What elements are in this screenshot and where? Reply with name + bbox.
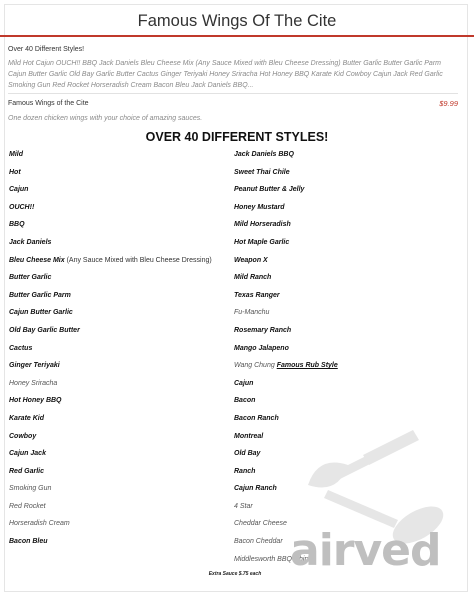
wing-style-name: OUCH!! [9, 203, 35, 211]
wing-style-item [234, 272, 338, 290]
wing-style-name: Mild [9, 151, 23, 158]
wing-style-name: Mild Ranch [234, 274, 272, 282]
extra-sauce-note: Extra Sauce $.75 each [208, 571, 262, 577]
wing-style-item [9, 413, 212, 431]
wing-style-item [234, 237, 338, 255]
wing-style-name: Hot Maple Garlic [234, 238, 290, 246]
wing-style-name: Cajun Ranch [234, 485, 277, 493]
wing-style-name: Peanut Butter & Jelly [234, 186, 305, 194]
menu-item-description: One dozen chicken wings with your choice of amazing sauces. [8, 115, 203, 122]
wing-style-item [234, 360, 338, 378]
wing-style-name: Ginger Teriyaki [9, 362, 60, 370]
wing-style-item [234, 167, 338, 185]
wing-style-name: Middlesworth BBQ Chip [234, 555, 309, 563]
wing-style-name: Bacon Ranch [234, 414, 279, 422]
wing-style-item [234, 202, 338, 220]
wing-style-item [9, 466, 212, 484]
wing-style-name: Jack Daniels BBQ [234, 151, 294, 158]
wing-style-item [9, 290, 212, 308]
wing-style-name: Bacon Bleu [9, 538, 48, 546]
wing-style-name: Mild Horseradish [234, 221, 291, 229]
wing-style-item [234, 219, 338, 237]
wing-style-name: Red Garlic [9, 467, 45, 475]
wing-style-name: BBQ [9, 221, 25, 229]
wing-style-name: Weapon X [234, 256, 268, 264]
wing-style-item [234, 395, 338, 413]
wing-style-item [9, 184, 212, 202]
wing-style-name: Hot [9, 168, 21, 176]
wing-style-name: Cajun Butter Garlic [9, 309, 73, 317]
wing-style-name: Cheddar Cheese [234, 520, 287, 528]
wing-style-item [9, 255, 212, 273]
wing-style-name: Ranch [234, 467, 256, 475]
wing-style-name: Sweet Thai Chile [234, 168, 290, 176]
wing-style-item [234, 290, 338, 308]
wing-style-name: Smoking Gun [9, 485, 52, 493]
wing-style-item [9, 202, 212, 220]
section-divider [8, 93, 458, 94]
wing-style-item [9, 167, 212, 185]
wing-style-item [9, 483, 212, 501]
wing-style-item [9, 395, 212, 413]
wing-style-name: Cajun Jack [9, 450, 46, 458]
wing-style-item [234, 184, 338, 202]
menu-item-price: $9.99 [439, 99, 458, 108]
wing-style-name: Honey Mustard [234, 203, 285, 211]
wing-style-name: Jack Daniels [9, 238, 52, 246]
wing-style-name: Bacon [234, 397, 256, 405]
wing-style-item [234, 325, 338, 343]
wing-style-item [9, 536, 212, 554]
left-styles-list [9, 149, 212, 554]
wing-style-name: Wang Chung [234, 362, 277, 370]
wing-style-item [9, 448, 212, 466]
wing-style-item [234, 378, 338, 396]
wing-style-name: Hot Honey BBQ [9, 397, 62, 405]
wing-style-item [9, 325, 212, 343]
wing-style-name: 4 Star [234, 502, 253, 510]
wing-style-item [9, 360, 212, 378]
wing-style-name: Texas Ranger [234, 291, 280, 299]
menu-item-name[interactable]: Famous Wings of the Cite [8, 100, 89, 107]
wing-style-name: Honey Sriracha [9, 379, 58, 387]
wing-style-name: Butter Garlic Parm [9, 291, 71, 299]
wing-style-name: Cowboy [9, 432, 37, 440]
wing-style-item [9, 272, 212, 290]
wing-style-name: Bacon Cheddar [234, 538, 283, 546]
watermark-logo: airved [290, 525, 441, 576]
title-divider [0, 35, 474, 37]
wing-style-name: Old Bay [234, 450, 261, 458]
wing-style-item [9, 149, 212, 167]
wing-style-item [9, 307, 212, 325]
wing-style-name: Cajun [234, 379, 254, 387]
wing-style-name: Red Rocket [9, 502, 46, 510]
wing-style-name: Old Bay Garlic Butter [9, 326, 80, 334]
wing-style-link[interactable]: Famous Rub Style [276, 362, 338, 370]
wing-style-name: Cajun [9, 186, 29, 194]
wing-style-item [234, 343, 338, 361]
wing-style-name: Montreal [234, 432, 264, 440]
wing-style-item [234, 307, 338, 325]
wing-style-name: Bleu Cheese Mix [9, 256, 65, 264]
wing-style-item [9, 501, 212, 519]
wing-style-item [9, 237, 212, 255]
wing-style-item [234, 149, 338, 167]
wing-style-name: Fu-Manchu [234, 309, 270, 317]
styles-heading: OVER 40 DIFFERENT STYLES! [145, 130, 329, 144]
wing-style-name: Rosemary Ranch [234, 326, 292, 334]
section-description: Mild Hot Cajun OUCH!! BBQ Jack Daniels Bleu Cheese Mix (Any Sauce Mixed with Bleu Cheese Dressing) Butter Garlic Butter Garlic Parm Cajun Butter Garlic Old Bay Garlic Butter Cactus Ginger Teriyaki Honey Sriracha Hot Honey BBQ Karate Kid Cowboy Cajun Jack Red Garlic Smoking Gun Red Rocket Horseradish Cream Bacon Bleu Jack Daniels BBQ... [8, 60, 443, 89]
wing-style-name: Karate Kid [9, 414, 45, 422]
wing-style-item [9, 343, 212, 361]
wing-style-item [9, 378, 212, 396]
wing-style-name: Horseradish Cream [9, 520, 70, 528]
section-label: Over 40 Different Styles! [8, 46, 85, 53]
page-title: Famous Wings Of The Cite [137, 12, 337, 30]
wing-style-name: Mango Jalapeno [234, 344, 289, 352]
wing-style-note: (Any Sauce Mixed with Bleu Cheese Dressing) [64, 256, 212, 264]
wing-style-item [9, 431, 212, 449]
wing-style-name: Butter Garlic [9, 274, 52, 282]
wing-style-name: Cactus [9, 344, 33, 352]
wing-style-item [9, 219, 212, 237]
wing-style-item [234, 255, 338, 273]
wing-style-item [9, 518, 212, 536]
